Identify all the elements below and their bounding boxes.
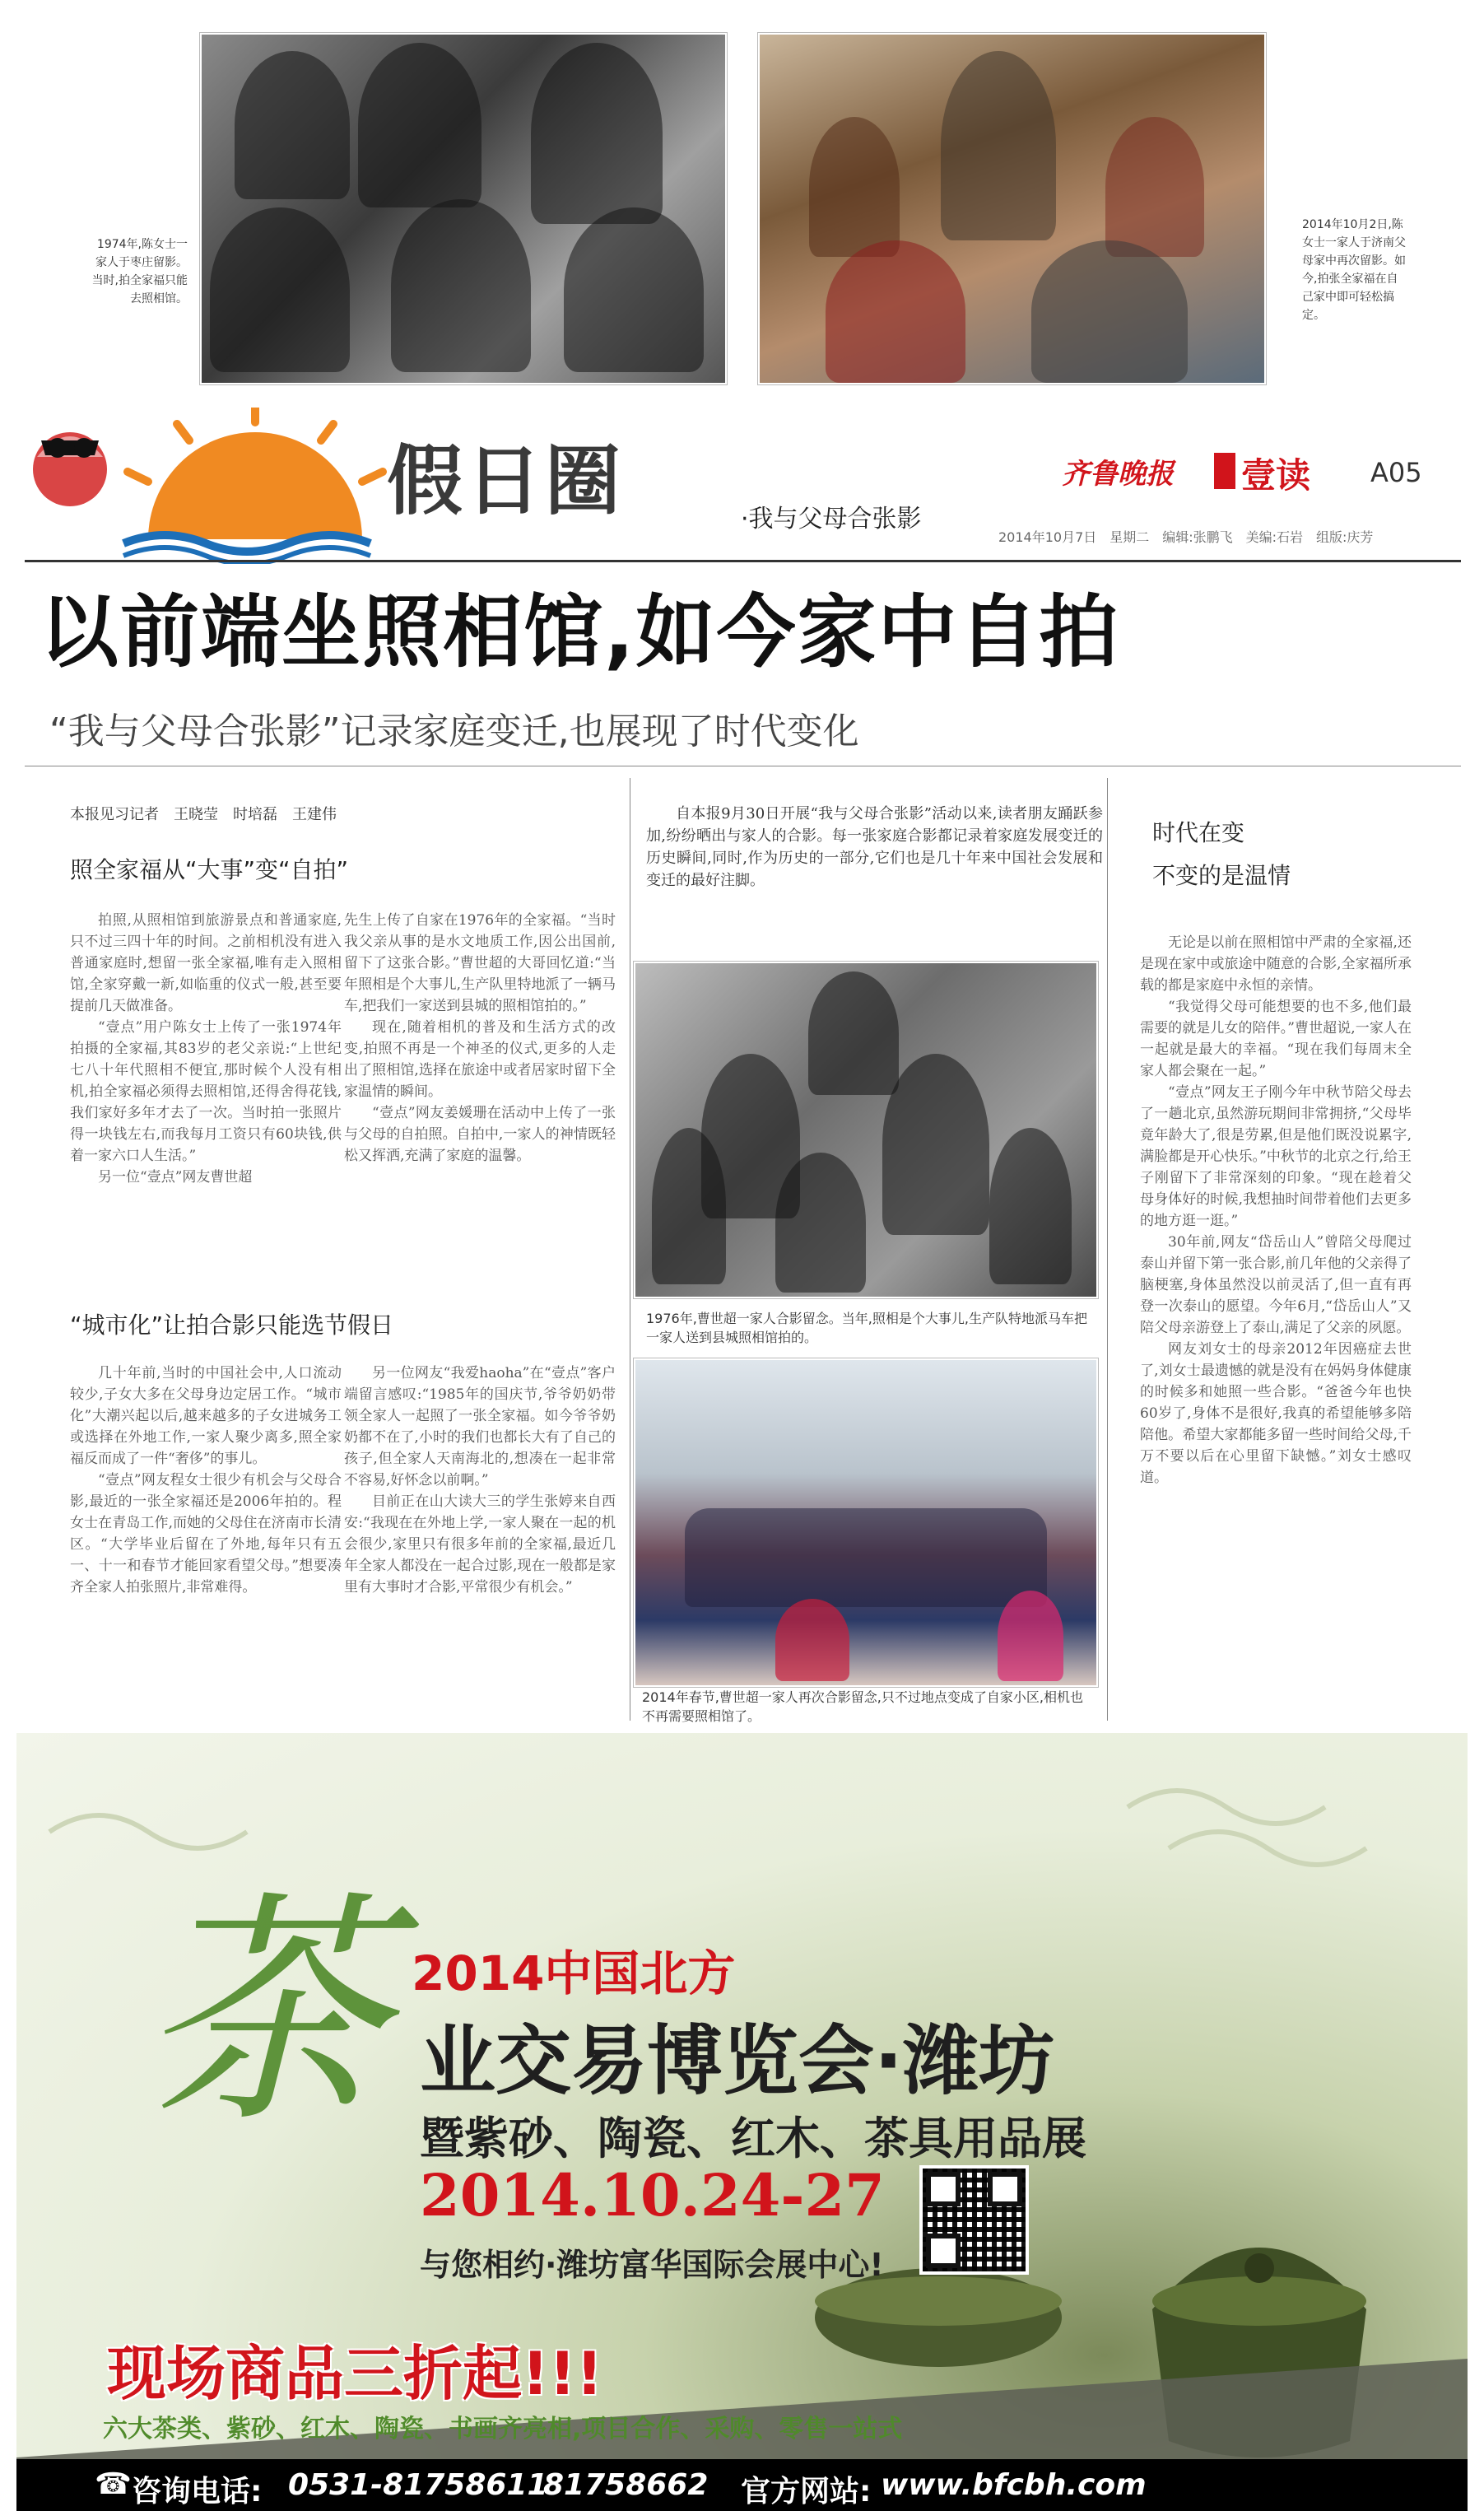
caption-photo-2014: 2014年10月2日,陈女士一家人于济南父母家中再次留影。如今,拍张全家福在自己家中即可轻松搞定。 — [1302, 218, 1406, 322]
section-subtitle: ·我与父母合张影 — [741, 505, 922, 533]
ad-phone-label: 咨询电话: — [132, 2475, 263, 2509]
page-number: A05 — [1370, 457, 1422, 488]
section2-col1 — [70, 1363, 342, 1598]
paragraph: 30年前,网友“岱岳山人”曾陪父母爬过泰山并留下第一张合影,前几年他的父亲得了脑梗塞,身体虽然没以前灵活了,但一直有再登一次泰山的愿望。今年6月,“岱岳山人”又陪父母亲游登上了泰山,满足了父亲的夙愿。 — [1140, 1234, 1412, 1336]
header-rule — [25, 560, 1461, 562]
advertisement — [16, 1733, 1468, 2511]
ad-phone-1[interactable]: 0531-81758611 — [288, 2468, 548, 2502]
ad-site-link[interactable]: www.bfcbh.com — [881, 2468, 1147, 2502]
section2-title: “城市化”让拍合影只能选节假日 — [70, 1311, 394, 1339]
paragraph: 目前正在山大读大三的学生张婷来自西安:“我现在在外地上学,一家人聚在一起的机会很少,家里只有很多年前的全家福,最近几年全家人都没在一起合过影,现在一般都是家里有大事时才合影,平常很少有机会。” — [344, 1493, 616, 1596]
ad-year-title: 2014中国北方 — [412, 1945, 736, 2001]
section2-col2 — [344, 1363, 616, 1598]
ad-site-label: 官方网站: — [741, 2475, 872, 2509]
ad-venue: 与您相约·潍坊富华国际会展中心! — [420, 2247, 884, 2283]
paragraph: “壹点”网友王子刚今年中秋节陪父母去了一趟北京,虽然游玩期间非常拥挤,“父母毕竟年龄大了,很是劳累,但是他们既没说累字,满脸都是开心快乐。”中秋节的北京之行,给王子刚留下了非常深刻的印象。“现在趁着父母身体好的时候,我想抽时间带着他们去更多的地方逛一逛。” — [1140, 1084, 1412, 1229]
page-meta: 2014年10月7日 星期二 编辑:张鹏飞 美编:石岩 组版:庆芳 — [998, 529, 1374, 545]
phone-icon: ☎ — [95, 2467, 132, 2501]
ad-dates: 2014.10.24-27 — [420, 2161, 885, 2229]
section1-title: 照全家福从“大事”变“自拍” — [70, 856, 349, 883]
section3-body — [1140, 932, 1412, 1488]
section1-col2 — [344, 910, 616, 1167]
paper-name: 齐鲁晚报 — [1062, 458, 1174, 491]
paragraph: 无论是以前在照相馆中严肃的全家福,还是现在家中或旅途中随意的合影,全家福所承载的都是家庭中永恒的亲情。 — [1140, 934, 1412, 994]
section1-col1 — [70, 910, 342, 1188]
ad-phone-2[interactable]: 81758662 — [543, 2468, 709, 2502]
paragraph: “壹点”用户陈女士上传了一张1974年拍摄的全家福,其83岁的老父亲说:“上世纪七八十年代照相不便宜,那时候个人没有相机,拍全家福必须得去照相馆,还得舍得花钱,我们家好多年才去了一次。当时拍一张照片得一块钱左右,而我每月工资只有60块钱,供着一家六口人生活。” — [70, 1019, 342, 1164]
caption-photo-1976: 1976年,曹世超一家人合影留念。当年,照相是个大事儿,生产队特地派马车把一家人送到县城照相馆拍的。 — [646, 1311, 1087, 1345]
ad-title-sub: 暨紫砂、陶瓷、红木、茶具用品展 — [420, 2113, 1086, 2164]
section-logo — [25, 408, 436, 564]
paragraph: 几十年前,当时的中国社会中,人口流动较少,子女大多在父母身边定居工作。“城市化”大潮兴起以后,越来越多的子女进城务工或选择在外地工作,一家人聚少离多,照全家福反而成了一件“奢侈”的事儿。 — [70, 1365, 342, 1467]
qr-code-icon[interactable] — [919, 2165, 1029, 2275]
paragraph: 网友刘女士的母亲2012年因癌症去世了,刘女士最遗憾的就是没有在妈妈身体健康的时候多和她照一些合影。“爸爸今年也快60岁了,身体不是很好,我真的希望能够多陪陪他。希望大家都能多留一些时间给父母,千万不要以后在心里留下缺憾。”刘女士感叹道。 — [1140, 1341, 1412, 1486]
paragraph: “壹点”网友程女士很少有机会与父母合影,最近的一张全家福还是2006年拍的。程女士在青岛工作,而她的父母住在济南市长清区。“大学毕业后留在了外地,每年只有五一、十一和春节才能回家看望父母。”想要凑齐全家人拍张照片,非常难得。 — [70, 1472, 342, 1596]
photo-1974-family — [200, 33, 727, 384]
section-name: 假日圈 — [387, 437, 625, 525]
intro-paragraph — [646, 803, 1103, 892]
paragraph: “壹点”网友姜媛珊在活动中上传了一张与父母的自拍照。自拍中,一家人的神情既轻松又挥洒,充满了家庭的温馨。 — [344, 1105, 616, 1164]
paragraph: 另一位“壹点”网友曹世超 — [98, 1169, 253, 1186]
paragraph: “我觉得父母可能想要的也不多,他们最需要的就是儿女的陪伴。”曹世超说,一家人在一起就是最大的幸福。“现在我们每周末全家人都会聚在一起。” — [1140, 999, 1412, 1079]
photo-2014-spring-family — [634, 1358, 1098, 1687]
ad-features: 六大茶类、紫砂、红木、陶瓷、书画齐亮相,项目合作、采购、零售一站式 — [103, 2415, 903, 2443]
byline: 本报见习记者 王晓莹 时培磊 王建伟 — [70, 806, 337, 823]
paragraph: 现在,随着相机的普及和生活方式的改变,拍照不再是一个神圣的仪式,更多的人走出了照相馆,选择在旅途中或者居家时留下全家温情的瞬间。 — [344, 1019, 616, 1100]
ad-promo: 现场商品三折起!!! — [107, 2339, 603, 2408]
column-divider — [1107, 778, 1108, 1721]
caption-photo-2014-spring: 2014年春节,曹世超一家人再次合影留念,只不过地点变成了自家小区,相机也不再需要照相馆了。 — [642, 1689, 1083, 1724]
subheadline: “我与父母合张影”记录家庭变迁,也展现了时代变化 — [49, 710, 859, 752]
edition-name: 壹读 — [1241, 455, 1311, 496]
edition-badge — [1214, 453, 1235, 489]
paragraph: 先生上传了自家在1976年的全家福。“当时我父亲从事的是水文地质工作,因公出国前,留下了这张合影。”曹世超的大哥回忆道:“当年照相是个大事儿,生产队里特地派了一辆马车,把我们一家送到县城的照相馆拍的。” — [344, 912, 616, 1014]
sun-umbrella-icon — [25, 408, 436, 564]
headline: 以前端坐照相馆,如今家中自拍 — [40, 586, 1120, 678]
ad-big-tea-char: 茶 — [140, 1869, 387, 2156]
section3-title-line2: 不变的是温情 — [1152, 862, 1291, 889]
photo-1976-family — [634, 962, 1098, 1298]
paragraph: 另一位网友“我爱haoha”在“壹点”客户端留言感叹:“1985年的国庆节,爷爷奶奶带领全家人一起照了一张全家福。如今爷爷奶奶都不在了,小时的我们也都长大有了自己的孩子,但全家人天南海北的,想凑在一起非常不容易,好怀念以前啊。” — [344, 1365, 616, 1488]
paragraph: 拍照,从照相馆到旅游景点和普通家庭,只不过三四十年的时间。之前相机没有进入普通家庭时,想留一张全家福,唯有走入照相馆,全家穿戴一新,如临重的仪式一般,甚至要提前几天做准备。 — [70, 912, 342, 1014]
section3-title-line1: 时代在变 — [1152, 819, 1245, 846]
caption-photo-1974: 1974年,陈女士一家人于枣庄留影。当时,拍全家福只能去照相馆。 — [91, 238, 188, 305]
paragraph: 自本报9月30日开展“我与父母合张影”活动以来,读者朋友踊跃参加,纷纷晒出与家人的合影。每一张家庭合影都记录着家庭发展变迁的历史瞬间,同时,作为历史的一部分,它们也是几十年来中国社会发展和变迁的最好注脚。 — [646, 805, 1103, 889]
ad-title-main: 业交易博览会·潍坊 — [420, 2017, 1054, 2105]
photo-2014-family — [758, 33, 1266, 384]
